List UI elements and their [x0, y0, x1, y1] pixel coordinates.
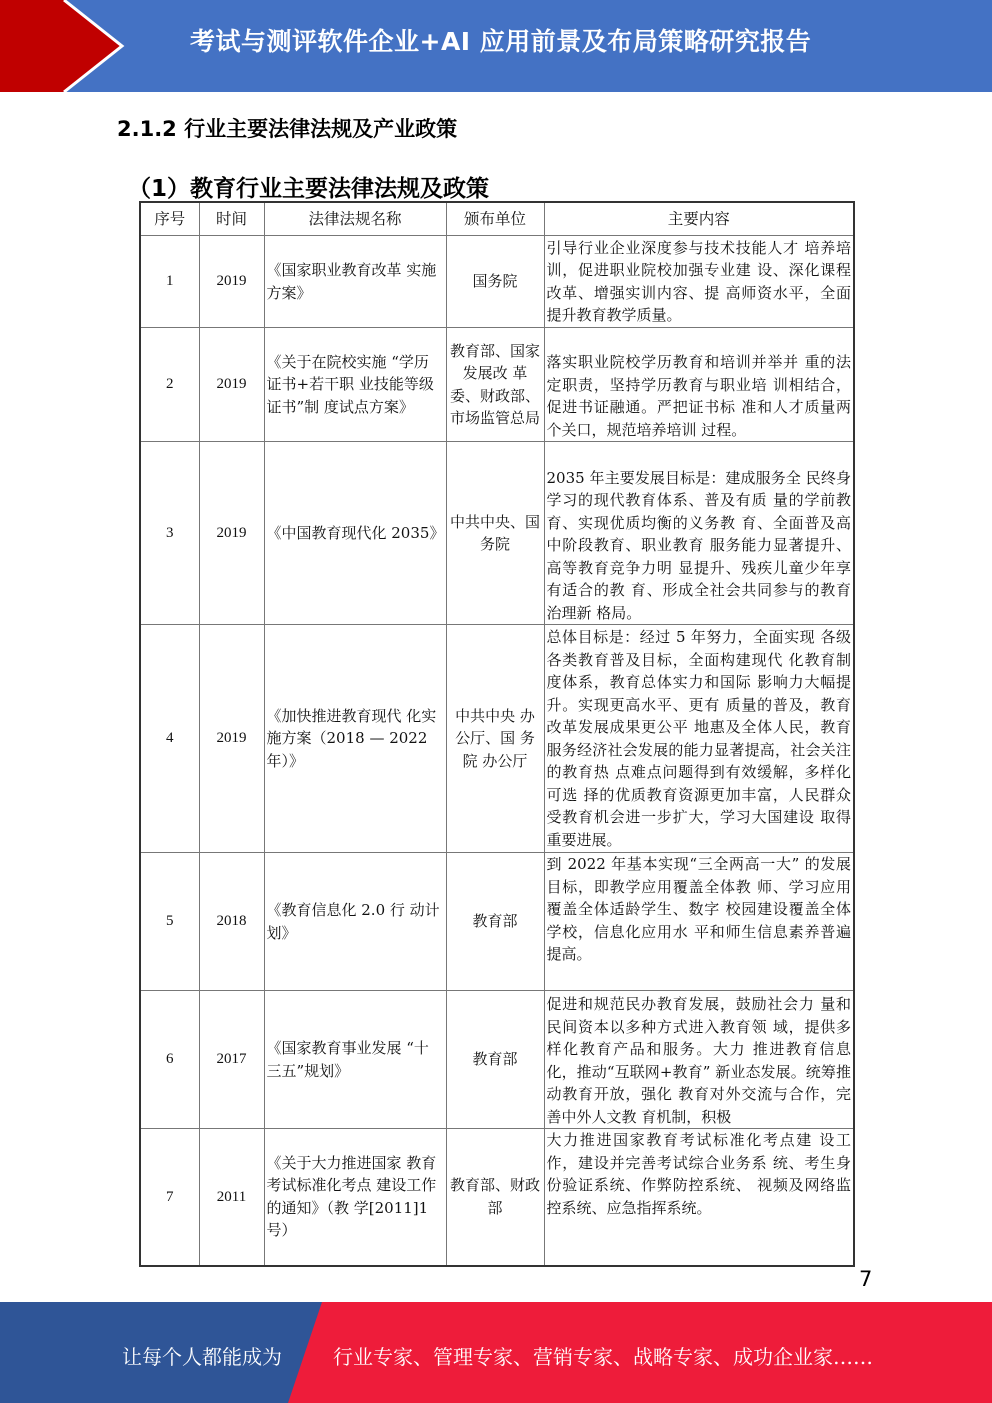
- header-issuer: 颁布单位: [446, 202, 544, 236]
- laws-table: [139, 201, 855, 1267]
- cell-year: 2017: [199, 991, 264, 1129]
- footer-slogan-left: 让每个人都能成为: [122, 1345, 282, 1369]
- footer-slogan-right: 行业专家、管理专家、营销专家、战略专家、成功企业家……: [333, 1345, 873, 1369]
- cell-year: 2019: [199, 328, 264, 442]
- cell-law-name: 《中国教育现代化 2035》: [264, 442, 446, 625]
- table-row: [140, 236, 854, 328]
- cell-seq: 5: [140, 853, 199, 991]
- cell-seq: 7: [140, 1129, 199, 1266]
- cell-issuer: 教育部: [446, 853, 544, 991]
- table-row: [140, 625, 854, 853]
- cell-issuer: 教育部、财政部: [446, 1129, 544, 1266]
- cell-issuer: 国务院: [446, 236, 544, 328]
- cell-issuer: 中共中央 办公厅、国 务院 办公厅: [446, 625, 544, 853]
- cell-issuer: 教育部: [446, 991, 544, 1129]
- report-title: 考试与测评软件企业+AI 应用前景及布局策略研究报告: [190, 27, 812, 56]
- cell-year: 2018: [199, 853, 264, 991]
- footer-banner: [0, 1302, 992, 1403]
- cell-law-name: 《关于在院校实施 “学历证书+若干职 业技能等级证书”制 度试点方案》: [264, 328, 446, 442]
- page-number: 7: [859, 1267, 873, 1291]
- header-time: 时间: [199, 202, 264, 236]
- cell-content: 促进和规范民办教育发展，鼓励社会力 量和民间资本以多种方式进入教育领 域，提供多样化教育产品和服务。大力 推进教育信息化，推动“互联网+教育” 新业态发展。统筹推动教育开放，强化 教育对外交流与合作，完善中外人文教 育机制，积极: [544, 991, 854, 1129]
- cell-content: 引导行业企业深度参与技术技能人才 培养培训，促进职业院校加强专业建 设、深化课程改革、增强实训内容、提 高师资水平，全面提升教育教学质量。: [544, 236, 854, 328]
- cell-law-name: 《国家职业教育改革 实施方案》: [264, 236, 446, 328]
- cell-law-name: 《教育信息化 2.0 行 动计划》: [264, 853, 446, 991]
- table-header-row: [140, 202, 854, 236]
- cell-issuer: 中共中央、国务院: [446, 442, 544, 625]
- table-row: [140, 1129, 854, 1266]
- cell-law-name: 《加快推进教育现代 化实施方案（2018 — 2022 年）》: [264, 625, 446, 853]
- cell-year: 2019: [199, 236, 264, 328]
- header-law-name: 法律法规名称: [264, 202, 446, 236]
- table-row: [140, 991, 854, 1129]
- cell-seq: 4: [140, 625, 199, 853]
- subsection-heading: （1）教育行业主要法律法规及政策: [128, 176, 490, 202]
- cell-seq: 6: [140, 991, 199, 1129]
- cell-seq: 2: [140, 328, 199, 442]
- header-content: 主要内容: [544, 202, 854, 236]
- cell-content: 2035 年主要发展目标是：建成服务全 民终身学习的现代教育体系、普及有质 量的学前教育、实现优质均衡的义务教 育、全面普及高中阶段教育、职业教育 服务能力显著提升、高等教育竞争力明 显提升、残疾儿童少年享有适合的教 育、形成全社会共同参与的教育治理新 格局。: [544, 442, 854, 625]
- header-seq: 序号: [140, 202, 199, 236]
- table-row: [140, 442, 854, 625]
- cell-law-name: 《国家教育事业发展 “十三五”规划》: [264, 991, 446, 1129]
- table-row: [140, 328, 854, 442]
- cell-law-name: 《关于大力推进国家 教育考试标准化考点 建设工作的通知》（教 学[2011]1 号）: [264, 1129, 446, 1266]
- header-band: [0, 0, 992, 92]
- cell-content: 到 2022 年基本实现“三全两高一大” 的发展目标，即教学应用覆盖全体教 师、学习应用覆盖全体适龄学生、数字 校园建设覆盖全体学校，信息化应用水 平和师生信息素养普遍提高。: [544, 853, 854, 991]
- cell-year: 2019: [199, 442, 264, 625]
- cell-content: 落实职业院校学历教育和培训并举并 重的法定职责，坚持学历教育与职业培 训相结合，促进书证融通。严把证书标 准和人才质量两个关口，规范培养培训 过程。: [544, 328, 854, 442]
- cell-seq: 3: [140, 442, 199, 625]
- cell-content: 总体目标是：经过 5 年努力，全面实现 各级各类教育普及目标，全面构建现代 化教育制度体系，教育总体实力和国际 影响力大幅提升。实现更高水平、更有 质量的普及，教育改革发展成果更公平 地惠及全体人民，教育服务经济社会发展的能力显著提高，社会关注的教育热 点难点问题得到有效缓解，多样化可选 择的优质教育资源更加丰富，人民群众 受教育机会进一步扩大，学习大国建设 取得重要进展。: [544, 625, 854, 853]
- cell-year: 2011: [199, 1129, 264, 1266]
- section-heading: 2.1.2 行业主要法律法规及产业政策: [117, 117, 458, 141]
- table-row: [140, 853, 854, 991]
- cell-seq: 1: [140, 236, 199, 328]
- cell-year: 2019: [199, 625, 264, 853]
- cell-content: 大力推进国家教育考试标准化考点建 设工作，建设并完善考试综合业务系 统、考生身份验证系统、作弊防控系统、 视频及网络监控系统、应急指挥系统。: [544, 1129, 854, 1266]
- cell-issuer: 教育部、国家发展改 革委、财政部、市场监管总局: [446, 328, 544, 442]
